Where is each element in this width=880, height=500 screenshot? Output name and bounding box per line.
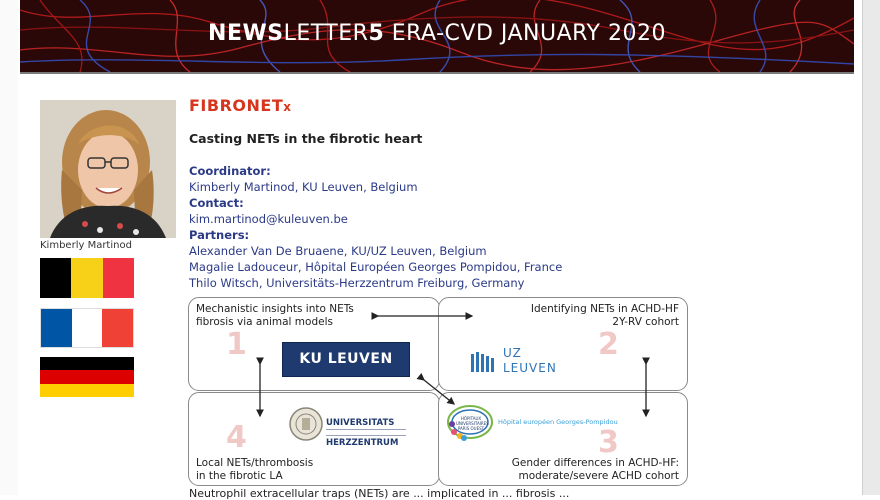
- box3-number: 3: [598, 425, 619, 460]
- box1-number: 1: [226, 327, 247, 362]
- photo-caption: Kimberly Martinod: [40, 240, 132, 251]
- coordinator-value: Kimberly Martinod, KU Leuven, Belgium: [189, 180, 418, 194]
- hegp-logo: HÔPITAUX UNIVERSITAIRES PARIS OUEST Hôpital européen Georges-Pompidou: [446, 402, 656, 446]
- box2-number: 2: [598, 327, 619, 362]
- partner-item: Magalie Ladouceur, Hôpital Européen Georges Pompidou, France: [189, 260, 563, 274]
- university-seal-icon: [288, 406, 324, 442]
- contact-email-link[interactable]: kim.martinod@kuleuven.be: [189, 212, 348, 226]
- uz-leuven-logo: UZ LEUVEN: [467, 346, 587, 380]
- newsletter-title: NEWSLETTER5 ERA-CVD JANUARY 2020: [208, 21, 666, 46]
- box3-text: Gender differences in ACHD-HF: moderate/severe ACHD cohort: [511, 457, 679, 482]
- partners-label: Partners:: [189, 228, 250, 242]
- uz-leuven-mark-icon: [467, 348, 499, 378]
- project-title: FIBRONETx: [189, 96, 292, 115]
- box2-text: Identifying NETs in ACHD-HF 2Y-RV cohort: [530, 303, 679, 328]
- box4-number: 4: [226, 420, 247, 455]
- coordinator-label: Coordinator:: [189, 164, 271, 178]
- partner-item: Alexander Van De Bruaene, KU/UZ Leuven, Belgium: [189, 244, 487, 258]
- project-subtitle: Casting NETs in the fibrotic heart: [189, 131, 423, 146]
- universitats-herzzentrum-logo: UNIVERSITATS HERZZENTRUM: [288, 404, 410, 448]
- box4-text: Local NETs/thrombosis in the fibrotic LA: [196, 457, 314, 482]
- box1-text: Mechanistic insights into NETs fibrosis via animal models: [196, 303, 354, 328]
- contact-label: Contact:: [189, 196, 244, 210]
- body-text-cutoff: Neutrophil extracellular traps (NETs) are ... implicated in ... fibrosis ...: [189, 487, 570, 500]
- ku-leuven-logo: KU LEUVEN: [282, 342, 410, 377]
- partner-item: Thilo Witsch, Universitäts-Herzzentrum Freiburg, Germany: [189, 276, 525, 290]
